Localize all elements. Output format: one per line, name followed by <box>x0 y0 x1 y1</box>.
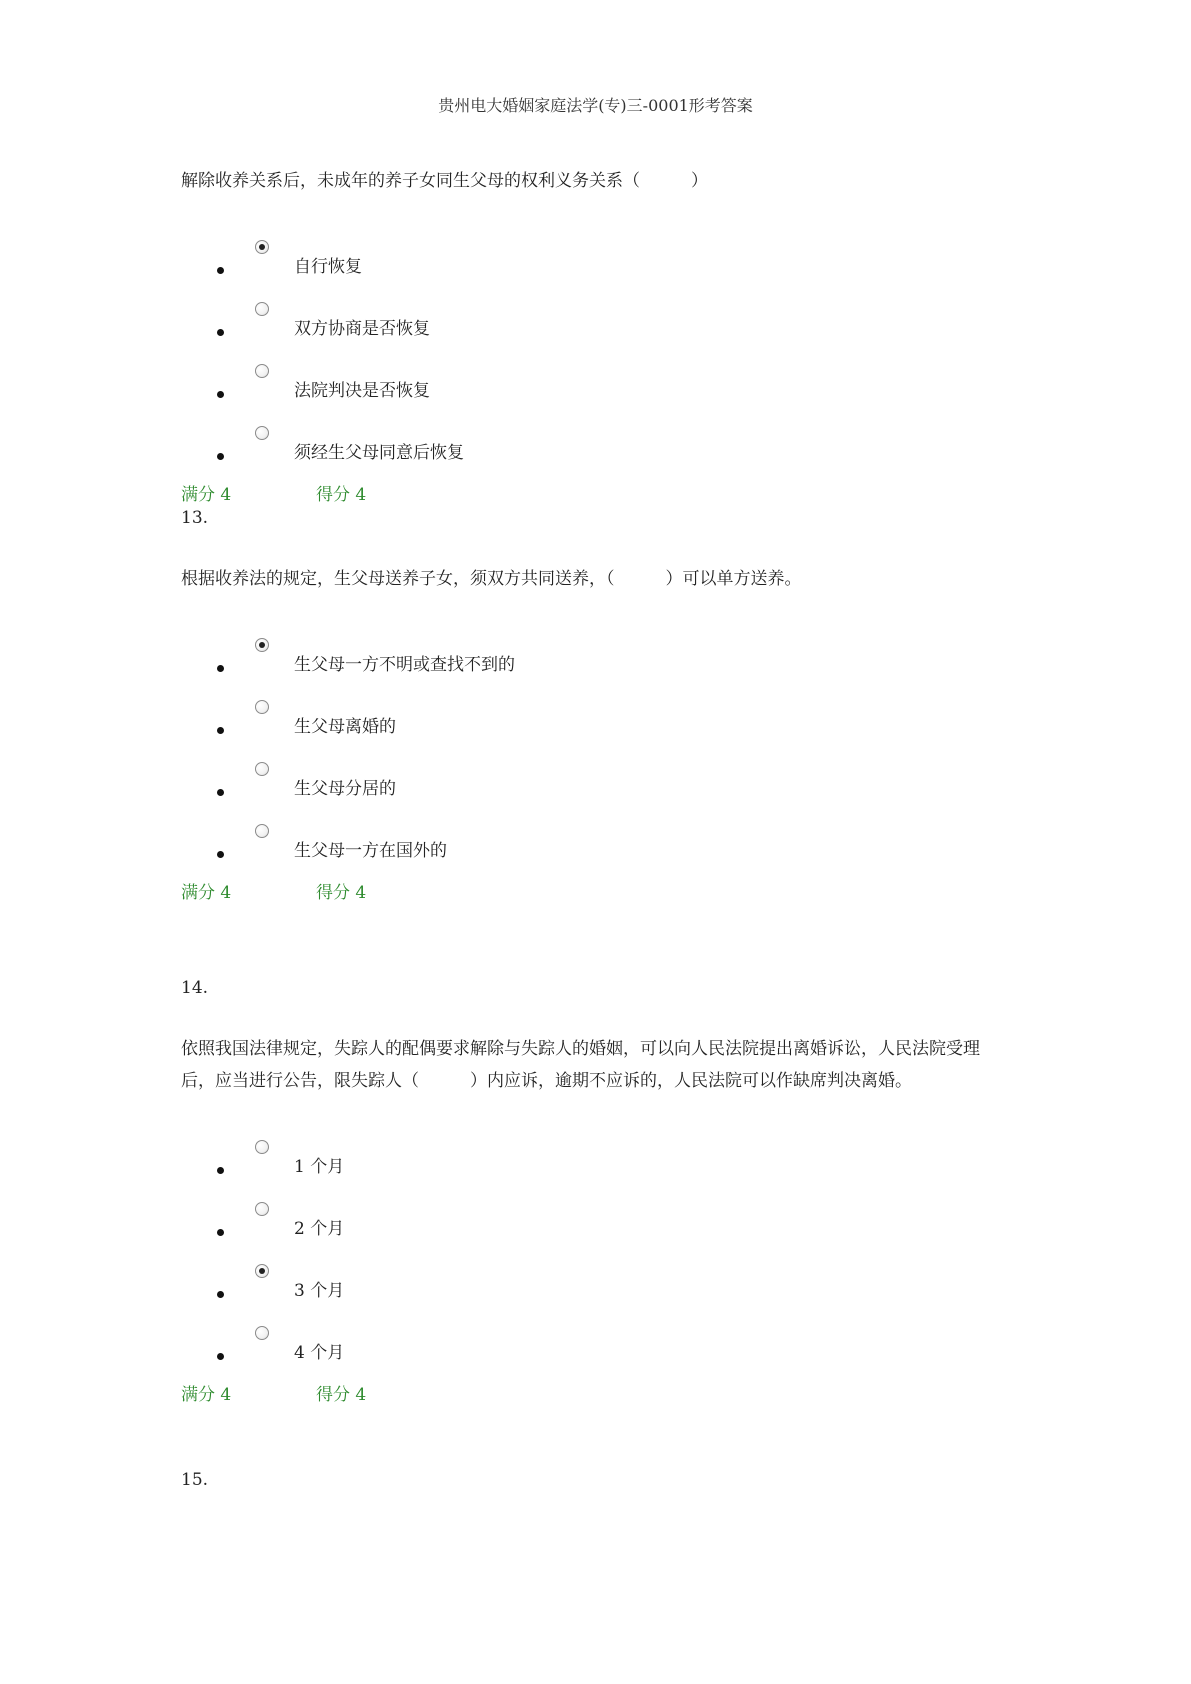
option-label: 须经生父母同意后恢复 <box>294 443 464 463</box>
bullet-icon <box>217 453 224 460</box>
radio-button[interactable] <box>255 426 269 440</box>
bullet-icon <box>217 329 224 336</box>
radio-button-selected[interactable] <box>255 240 269 254</box>
radio-button[interactable] <box>255 302 269 316</box>
bullet-icon <box>217 851 224 858</box>
question-text: 根据收养法的规定，生父母送养子女，须双方共同送养，（ ）可以单方送养。 <box>181 569 802 589</box>
radio-button[interactable] <box>255 762 269 776</box>
bullet-icon <box>217 665 224 672</box>
option-label: 生父母一方在国外的 <box>294 841 447 861</box>
bullet-icon <box>217 1353 224 1360</box>
radio-button[interactable] <box>255 700 269 714</box>
option-list <box>181 240 1011 488</box>
radio-button[interactable] <box>255 1140 269 1154</box>
bullet-icon <box>217 1291 224 1298</box>
bullet-icon <box>217 789 224 796</box>
radio-button[interactable] <box>255 824 269 838</box>
option-label: 4 个月 <box>294 1343 345 1363</box>
option-label: 2 个月 <box>294 1219 345 1239</box>
radio-button[interactable] <box>255 364 269 378</box>
bullet-icon <box>217 1167 224 1174</box>
full-score: 满分 4 <box>181 883 232 903</box>
question-block <box>181 507 1011 904</box>
option-item <box>181 426 1011 488</box>
option-item <box>181 1140 1011 1202</box>
option-label: 生父母离婚的 <box>294 717 396 737</box>
option-item <box>181 762 1011 824</box>
option-item <box>181 700 1011 762</box>
bullet-icon <box>217 1229 224 1236</box>
option-item <box>181 1202 1011 1264</box>
bullet-icon <box>217 391 224 398</box>
bullet-icon <box>217 267 224 274</box>
radio-button-selected[interactable] <box>255 1264 269 1278</box>
option-item <box>181 824 1011 886</box>
option-item <box>181 240 1011 302</box>
question-number: 15. <box>181 1470 209 1490</box>
question-number: 13. <box>181 508 209 528</box>
full-score: 满分 4 <box>181 485 232 505</box>
option-item <box>181 364 1011 426</box>
option-label: 法院判决是否恢复 <box>294 381 430 401</box>
option-label: 3 个月 <box>294 1281 345 1301</box>
radio-button-selected[interactable] <box>255 638 269 652</box>
option-item <box>181 638 1011 700</box>
option-label: 自行恢复 <box>294 257 362 277</box>
option-item <box>181 1264 1011 1326</box>
question-block <box>181 977 1011 1406</box>
option-item <box>181 1326 1011 1388</box>
question-block <box>181 165 1011 506</box>
earned-score: 得分 4 <box>316 485 367 505</box>
option-label: 生父母一方不明或查找不到的 <box>294 655 515 675</box>
radio-button[interactable] <box>255 1326 269 1340</box>
question-block <box>181 1469 1011 1491</box>
question-text: 依照我国法律规定，失踪人的配偶要求解除与失踪人的婚姻，可以向人民法院提出离婚诉讼，人民法院受理后，应当进行公告，限失踪人（ ）内应诉，逾期不应诉的，人民法院可以作缺席判决离婚。 <box>181 1039 980 1091</box>
option-label: 1 个月 <box>294 1157 345 1177</box>
option-list <box>181 1140 1011 1388</box>
document-title: 贵州电大婚姻家庭法学(专)三-0001形考答案 <box>438 96 753 115</box>
option-label: 双方协商是否恢复 <box>294 319 430 339</box>
question-number: 14. <box>181 978 209 998</box>
option-label: 生父母分居的 <box>294 779 396 799</box>
full-score: 满分 4 <box>181 1385 232 1405</box>
score-row <box>181 882 1011 904</box>
option-item <box>181 302 1011 364</box>
earned-score: 得分 4 <box>316 883 367 903</box>
earned-score: 得分 4 <box>316 1385 367 1405</box>
option-list <box>181 638 1011 886</box>
score-row <box>181 484 1011 506</box>
question-text: 解除收养关系后，未成年的养子女同生父母的权利义务关系（ ） <box>181 171 708 191</box>
bullet-icon <box>217 727 224 734</box>
score-row <box>181 1384 1011 1406</box>
radio-button[interactable] <box>255 1202 269 1216</box>
